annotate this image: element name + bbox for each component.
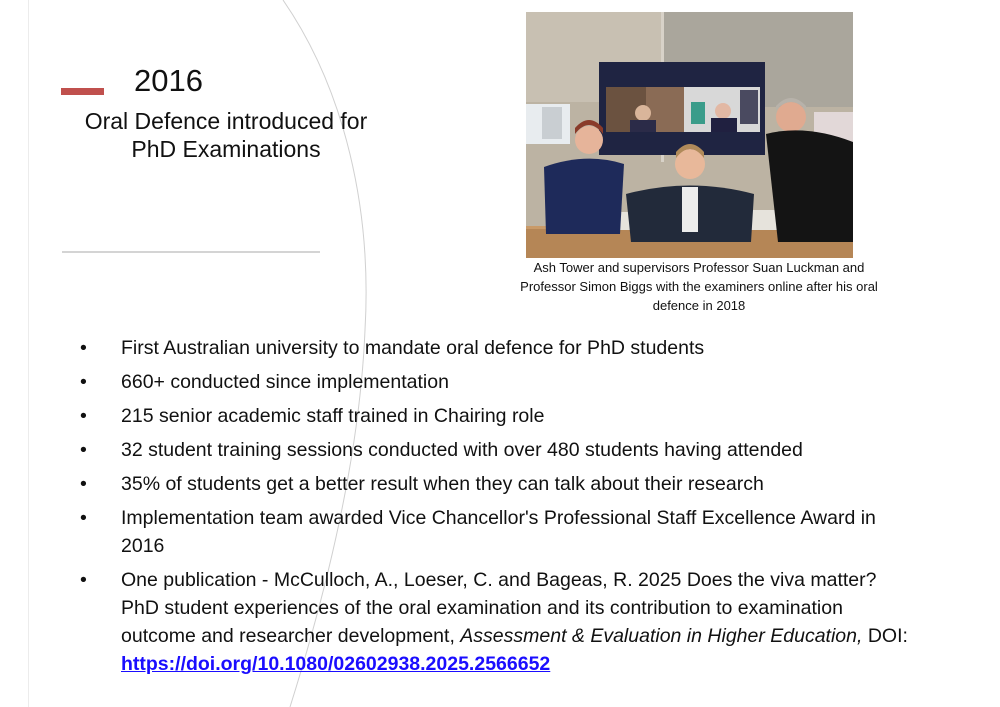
slide-title-line2: PhD Examinations: [131, 136, 321, 162]
title-divider: [62, 251, 320, 253]
bullet-text: First Australian university to mandate oral defence for PhD students: [121, 337, 705, 359]
slide-title: [56, 107, 396, 163]
oral-defence-photo: [526, 12, 853, 258]
journal-title: Assessment & Evaluation in Higher Education,: [460, 625, 863, 647]
bullet-text: 35% of students get a better result when they can talk about their research: [121, 473, 764, 495]
bullet-item: [80, 368, 910, 396]
bullet-icon: [80, 470, 100, 498]
photo-illustration: [526, 12, 853, 258]
photo-caption: Ash Tower and supervisors Professor Suan Luckman and Professor Simon Biggs with the examiners online after his oral defence in 2018: [520, 260, 878, 313]
bullet-icon: [80, 504, 100, 532]
bullet-icon: [80, 368, 100, 396]
bullet-icon: [80, 402, 100, 430]
doi-link[interactable]: https://doi.org/10.1080/02602938.2025.2566652: [121, 653, 551, 675]
bullet-item: [80, 334, 910, 362]
left-edge-line: [28, 0, 29, 707]
bullet-icon: [80, 334, 100, 362]
doi-label: DOI:: [862, 625, 908, 647]
bullet-text: Implementation team awarded Vice Chancellor's Professional Staff Excellence Award in 2016: [121, 507, 876, 557]
slide-title-line1: Oral Defence introduced for: [84, 108, 368, 134]
publication-citation: One publication - McCulloch, A., Loeser, C. and Bageas, R. 2025 Does the viva matter? PhD student experiences of the oral examination and its contribution to examination outcome and researcher development,: [121, 569, 877, 647]
bullet-item-publication: [80, 566, 910, 678]
bullet-icon: [80, 436, 100, 464]
bullet-item: [80, 402, 910, 430]
bullet-text: 32 student training sessions conducted with over 480 students having attended: [121, 439, 803, 461]
bullet-icon: [80, 566, 100, 594]
bullet-item: [80, 504, 910, 560]
bullet-item: [80, 470, 910, 498]
bullet-list: [80, 334, 910, 684]
slide-year: 2016: [134, 63, 203, 98]
bullet-text: 215 senior academic staff trained in Chairing role: [121, 405, 545, 427]
bullet-item: [80, 436, 910, 464]
bullet-text: 660+ conducted since implementation: [121, 371, 449, 393]
accent-bar: [61, 88, 104, 95]
